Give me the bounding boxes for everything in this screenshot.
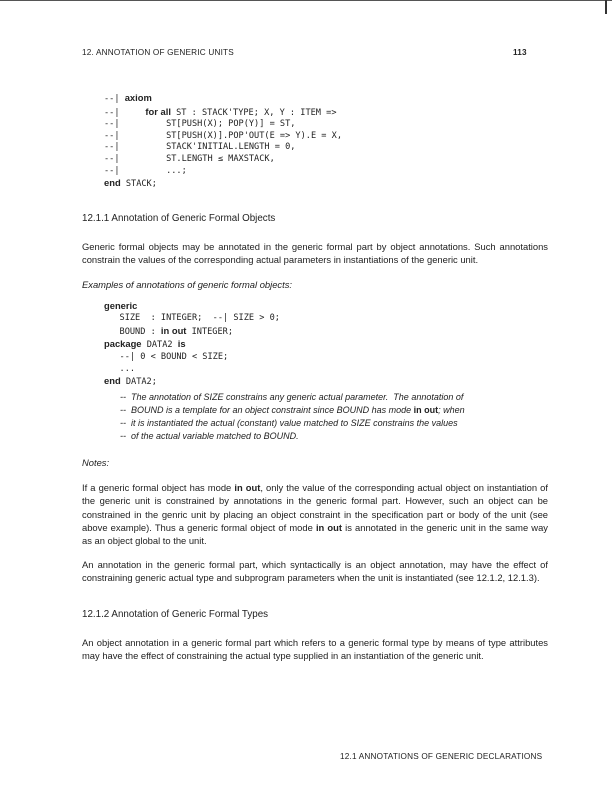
text-run: ... xyxy=(104,363,136,374)
page-number: 113 xyxy=(513,48,527,57)
code-line xyxy=(104,364,548,376)
code-line xyxy=(120,417,548,430)
text-run: --| ST.LENGTH ≤ MAXSTACK, xyxy=(104,153,275,164)
code-line xyxy=(104,131,548,143)
code-line xyxy=(104,300,548,314)
text-run: --| xyxy=(104,94,125,104)
keyword: for all xyxy=(145,105,171,117)
text-run: --| 0 < BOUND < SIZE; xyxy=(104,351,229,362)
text-run: Generic formal objects may be annotated in the generic formal part by object annotations. Such annotations constrain the values of the corresponding actual parameters in instantiations of the generic unit. xyxy=(82,240,548,266)
page-body xyxy=(82,92,548,662)
scan-edge-line xyxy=(0,0,612,1)
code-line xyxy=(104,119,548,131)
keyword: is xyxy=(177,338,186,350)
running-footer: 12.1 ANNOTATIONS OF GENERIC DECLARATIONS xyxy=(340,752,543,761)
code-comments xyxy=(120,391,548,443)
code-line xyxy=(104,177,548,191)
running-header: 12. ANNOTATION OF GENERIC UNITS xyxy=(82,48,234,57)
code-line xyxy=(104,375,548,389)
text-run: An annotation in the generic formal part, which syntactically is an object annotation, may have the effect of constraining generic actual type and subprogram parameters when the unit is instantiated (see 12.1.2, 12.1.3). xyxy=(82,558,548,584)
text-run: BOUND : xyxy=(104,326,161,337)
text-run: -- of the actual variable matched to BOUND. xyxy=(120,430,299,441)
keyword: generic xyxy=(104,299,138,311)
code-line xyxy=(104,92,548,106)
code-line xyxy=(104,352,548,364)
text-run: DATA2; xyxy=(120,377,157,388)
text-run: --| xyxy=(104,107,146,118)
text-run: DATA2 xyxy=(141,340,178,351)
keyword: in out xyxy=(315,521,342,533)
text-run: -- it is instantiated the actual (constant) value matched to SIZE constrains the values xyxy=(120,417,458,428)
text-run: --| ...; xyxy=(104,165,187,176)
code-line xyxy=(104,338,548,352)
paragraph xyxy=(82,240,548,267)
text-run: An object annotation in a generic formal part which refers to a generic formal type by means of type attributes may have the effect of constraining the actual type supplied in an instantiation of the generic unit. xyxy=(82,636,548,661)
keyword: axiom xyxy=(124,92,152,103)
text-run: If a generic formal object has mode xyxy=(82,481,235,493)
note-paragraph xyxy=(82,481,548,548)
code-line xyxy=(120,430,548,443)
section-heading: 12.1.1 Annotation of Generic Formal Objects xyxy=(82,212,276,224)
scan-edge-mark xyxy=(605,0,607,14)
code-line xyxy=(104,166,548,178)
code-line xyxy=(104,313,548,325)
text-run: ; when xyxy=(438,404,465,415)
keyword: in out xyxy=(234,481,261,493)
text-run: is annotated in the generic unit in the same way as an object global to the unit. xyxy=(82,521,548,547)
code-line xyxy=(104,325,548,339)
text-run: --| STACK'INITIAL.LENGTH = 0, xyxy=(104,142,296,153)
text-run: --| ST[PUSH(X); POP(Y)] = ST, xyxy=(104,119,296,130)
code-block-generic-example xyxy=(104,300,548,389)
keyword: in out xyxy=(160,324,187,336)
text-run: --| ST[PUSH(X)].POP'OUT(E => Y).E = X, xyxy=(104,130,342,141)
text-run: ST : STACK'TYPE; X, Y : ITEM => xyxy=(170,107,337,118)
keyword: end xyxy=(104,375,121,387)
text-run: STACK; xyxy=(120,179,157,190)
section-heading: 12.1.2 Annotation of Generic Formal Types xyxy=(82,608,269,620)
text-run: , only the value of the corresponding actual object on instantiation of the generic unit is constrained by annotations in the generic formal part. However, such an object can be constrained in the genric unit by placing an object constraint in the specification part or body of the unit (see above example). Thus a generic formal object of mode xyxy=(82,481,548,533)
note-paragraph xyxy=(82,558,548,585)
code-line xyxy=(104,142,548,154)
code-line xyxy=(104,154,548,166)
text-run: -- BOUND is a template for an object constraint since BOUND has mode xyxy=(120,404,414,415)
keyword: in out xyxy=(413,404,439,415)
code-line xyxy=(120,391,548,404)
keyword: end xyxy=(104,177,121,189)
code-block-stack-axioms xyxy=(104,92,548,191)
text-run: -- The annotation of SIZE constrains any generic actual parameter. The annotation of xyxy=(120,391,464,402)
paragraph xyxy=(82,636,548,663)
code-line xyxy=(104,106,548,120)
notes-label: Notes: xyxy=(82,456,110,468)
examples-label: Examples of annotations of generic formal objects: xyxy=(82,278,293,290)
text-run: INTEGER; xyxy=(186,326,234,337)
keyword: package xyxy=(104,338,142,350)
text-run: SIZE : INTEGER; --| SIZE > 0; xyxy=(104,313,280,324)
code-line xyxy=(120,404,548,417)
